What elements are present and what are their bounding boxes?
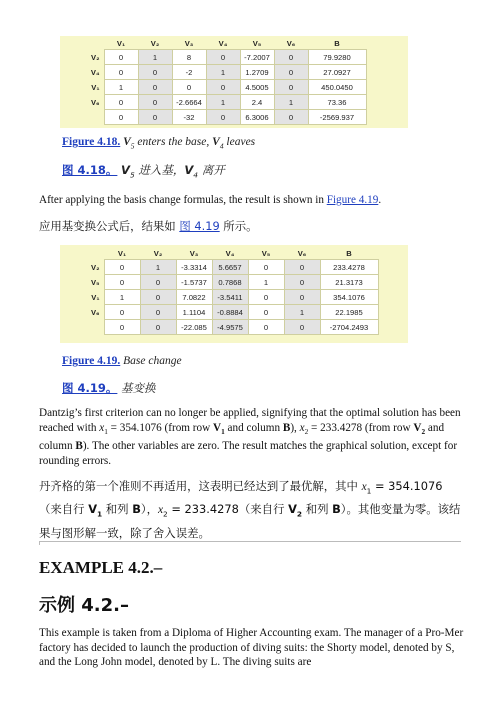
table-cell: -1.5737 [176,275,212,290]
column-header: B [334,39,340,48]
row-label: V₆ [90,307,100,317]
example-paragraph: This example is taken from a Diploma of Higher Accounting exam. The manager of a Pro-Mer factory has decided to launch the production of diving suits: the Shorty model, denoted by S, and the Long John model, denoted by L. The diving suits are [39,627,464,668]
table-cell: 1 [104,80,138,95]
table-row [80,110,366,125]
table-cell: 0 [140,320,176,335]
table-cell: 0 [206,110,240,125]
column-header: B [346,249,352,258]
table-cell: 1 [274,95,308,110]
table-cell: 0 [104,260,140,275]
figure-4-19-link[interactable]: Figure 4.19 [326,194,379,206]
table-cell: 6.3006 [240,110,274,125]
row-label: V₁ [91,292,100,302]
table-row [80,80,366,95]
example-heading-cn: 示例 4.2.– [39,595,129,616]
table-cell: 354.1076 [320,290,378,305]
row-label: V₅ [90,277,100,287]
table-row [80,50,366,65]
table-cell: 0 [140,290,176,305]
figure-4-18-link-cn[interactable]: 图 4.18。 [62,163,118,177]
table-cell: 1 [284,305,320,320]
column-header: V₃ [189,249,199,258]
column-header: V₆ [286,39,296,48]
table-cell: 2.4 [240,95,274,110]
table-cell: 1 [140,260,176,275]
table-cell: 1 [206,95,240,110]
corner-header [80,248,104,260]
table-row [80,305,378,320]
table-cell: 0 [206,50,240,65]
table-cell: 0 [284,260,320,275]
table-cell: -2704.2493 [320,320,378,335]
table-cell: 0 [138,95,172,110]
table-cell: -4.9575 [212,320,248,335]
figure-4-19-caption-link[interactable]: Figure 4.19. [62,355,121,367]
simplex-table-4-18 [60,36,408,128]
table-cell: 0 [104,65,138,80]
table-cell: 0 [104,275,140,290]
table-row [80,65,366,80]
corner-header [80,38,104,50]
section-divider [39,541,461,545]
table-cell: 79.9280 [308,50,366,65]
table-cell: 4.5005 [240,80,274,95]
table-row [80,320,378,335]
row-label: V₂ [91,52,100,62]
table-cell: -2.6664 [172,95,206,110]
table-cell: 0 [248,305,284,320]
table-cell: 0 [206,80,240,95]
table-cell: -3.3314 [176,260,212,275]
table-cell: -2 [172,65,206,80]
figure-4-19-caption-link-cn[interactable]: 图 4.19。 [62,381,118,395]
optimal-solution-paragraph: Dantzig’s first criterion can no longer be applied, signifying that the optimal solution has been reached with $x_1 = 354.1076$ (from row $V_1$ and column B), $x_2 = 233.4278$ (from row $V_2$ and column B). The other variables are zero. The result matches the graphical solution, except for rounding errors. [39,407,461,467]
column-header: V₅ [252,39,262,48]
table-cell: 0 [138,110,172,125]
table-cell: 233.4278 [320,260,378,275]
table-cell: 27.0927 [308,65,366,80]
column-header: V₂ [150,39,160,48]
table-cell: -32 [172,110,206,125]
table-cell: 5.6657 [212,260,248,275]
figure-4-18-link[interactable]: Figure 4.18. [62,136,121,148]
column-header: V₄ [218,39,228,48]
example-heading: EXAMPLE 4.2.– [39,558,163,577]
table-cell: 7.0822 [176,290,212,305]
table-cell: 0 [274,50,308,65]
table-cell: 1 [104,290,140,305]
table-cell: 0 [104,50,138,65]
row-label: V₆ [90,97,100,107]
table-row [80,290,378,305]
table-row [80,260,378,275]
basis-change-paragraph-cn: 应用基变换公式后，结果如 图 4.19 所示。 [39,219,258,233]
table-cell: -22.085 [176,320,212,335]
figure-4-19-link-cn[interactable]: 图 4.19 [179,219,220,233]
basis-change-paragraph: After applying the basis change formulas, the result is shown in Figure 4.19. [39,194,382,206]
table-4-18-grid [80,38,367,125]
figure-4-18-caption: Figure 4.18. $V_5$ enters the base, $V_4$ leaves [62,136,256,151]
table-cell: 0 [104,110,138,125]
table-cell: 0 [284,290,320,305]
column-header: V₂ [153,249,163,258]
figure-4-19-caption-cn: 图 4.19。 基变换 [62,381,156,395]
table-cell: 1 [248,275,284,290]
table-cell: 0 [248,320,284,335]
table-row [80,275,378,290]
table-cell: 0 [284,320,320,335]
table-cell: 1 [138,50,172,65]
row-label [80,320,104,335]
column-header: V₃ [184,39,194,48]
table-cell: 21.3173 [320,275,378,290]
table-cell: 0 [140,305,176,320]
table-4-19-grid [80,248,379,335]
table-cell: 0 [104,320,140,335]
table-cell: 0 [104,95,138,110]
table-cell: 0 [248,260,284,275]
table-cell: 0 [248,290,284,305]
table-cell: 1 [206,65,240,80]
row-label: V₄ [90,67,100,77]
table-cell: 22.1985 [320,305,378,320]
table-cell: 0 [284,275,320,290]
row-label [80,110,104,125]
table-cell: 0 [274,110,308,125]
row-label: V₂ [91,262,100,272]
table-cell: 0 [140,275,176,290]
table-cell: -0.8884 [212,305,248,320]
table-cell: 1.1104 [176,305,212,320]
table-cell: 73.36 [308,95,366,110]
table-cell: -2569.937 [308,110,366,125]
table-cell: 450.0450 [308,80,366,95]
table-cell: -3.5411 [212,290,248,305]
simplex-table-4-19 [60,245,408,343]
table-cell: 0 [138,80,172,95]
table-row [80,95,366,110]
figure-4-19-caption: Figure 4.19. Base change [62,355,182,367]
column-header: V₅ [261,249,271,258]
table-cell: 0 [274,80,308,95]
column-header: V₄ [225,249,235,258]
column-header: V₁ [117,249,127,258]
table-cell: 0 [138,65,172,80]
row-label: V₁ [91,82,100,92]
optimal-solution-paragraph-cn: 丹齐格的第一个准则不再适用，这表明已经达到了最优解，其中 $x_1 = 354.1076$（来自行 $V_1$ 和列 B），$x_2 = 233.4278$（来自行 $V_2$ 和列 B）。其他变量为零。该结果与图形解一致，除了舍入误差。 [39,479,461,540]
table-cell: -7.2007 [240,50,274,65]
table-cell: 0 [274,65,308,80]
column-header: V₆ [297,249,307,258]
table-cell: 0.7868 [212,275,248,290]
column-header: V₁ [116,39,126,48]
table-cell: 1.2709 [240,65,274,80]
table-cell: 0 [104,305,140,320]
table-cell: 8 [172,50,206,65]
figure-4-18-caption-cn: 图 4.18。 $V_5$ 进入基，$V_4$ 离开 [62,163,225,180]
table-cell: 0 [172,80,206,95]
